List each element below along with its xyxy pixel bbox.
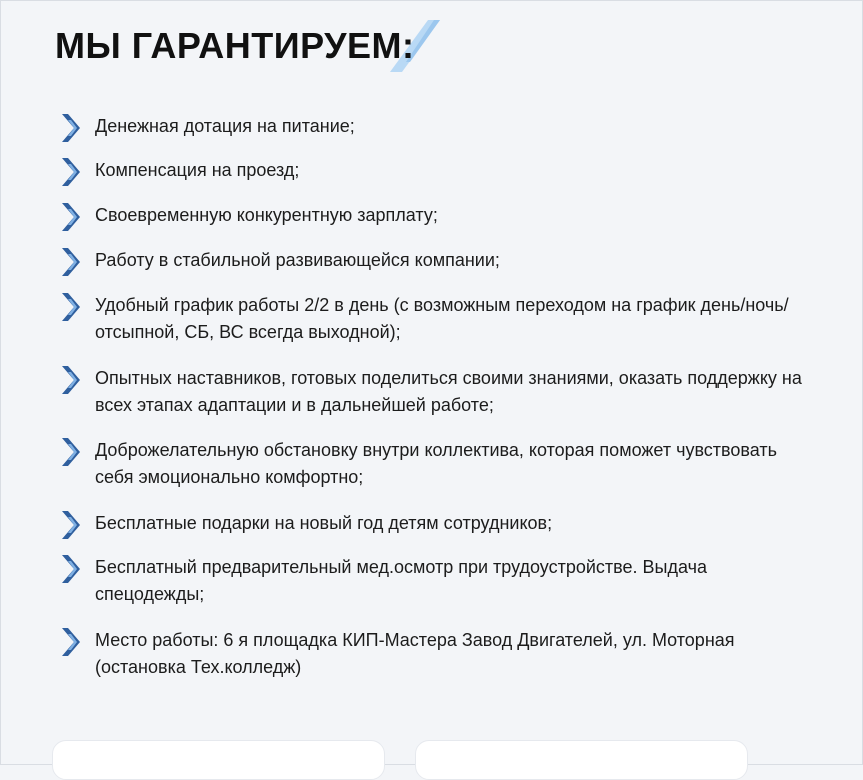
list-item-text: Работу в стабильной развивающейся компании; <box>95 250 500 270</box>
chevron-right-icon <box>60 553 82 585</box>
list-item-text: Удобный график работы 2/2 в день (с возможным переходом на график день/ночь/отсыпной, СБ, ВС всегда выходной); <box>95 295 789 342</box>
chevron-right-icon <box>60 364 82 396</box>
page-title: МЫ ГАРАНТИРУЕМ: <box>55 25 415 66</box>
list-item-text: Опытных наставников, готовых поделиться своими знаниями, оказать поддержку на всех этапах адаптации и в дальнейшей работе; <box>95 368 802 415</box>
info-card <box>415 740 748 780</box>
section-header <box>55 24 415 74</box>
chevron-right-icon <box>60 156 82 188</box>
list-item-text: Компенсация на проезд; <box>95 160 300 180</box>
chevron-right-icon <box>60 201 82 233</box>
list-item-text: Бесплатные подарки на новый год детям сотрудников; <box>95 513 553 533</box>
list-item-text: Доброжелательную обстановку внутри коллектива, которая поможет чувствовать себя эмоционально комфортно; <box>95 440 778 487</box>
list-item-text: Денежная дотация на питание; <box>95 116 355 136</box>
chevron-right-icon <box>60 112 82 144</box>
chevron-right-icon <box>60 509 82 541</box>
list-item-text: Своевременную конкурентную зарплату; <box>95 205 438 225</box>
info-card <box>52 740 385 780</box>
chevron-right-icon <box>60 291 82 323</box>
list-item-text: Место работы: 6 я площадка КИП-Мастера Завод Двигателей, ул. Моторная (остановка Тех.колледж) <box>95 630 735 677</box>
chevron-right-icon <box>60 436 82 468</box>
list-item-text: Бесплатный предварительный мед.осмотр при трудоустройстве. Выдача спецодежды; <box>95 557 707 604</box>
chevron-right-icon <box>60 626 82 658</box>
chevron-right-icon <box>60 246 82 278</box>
